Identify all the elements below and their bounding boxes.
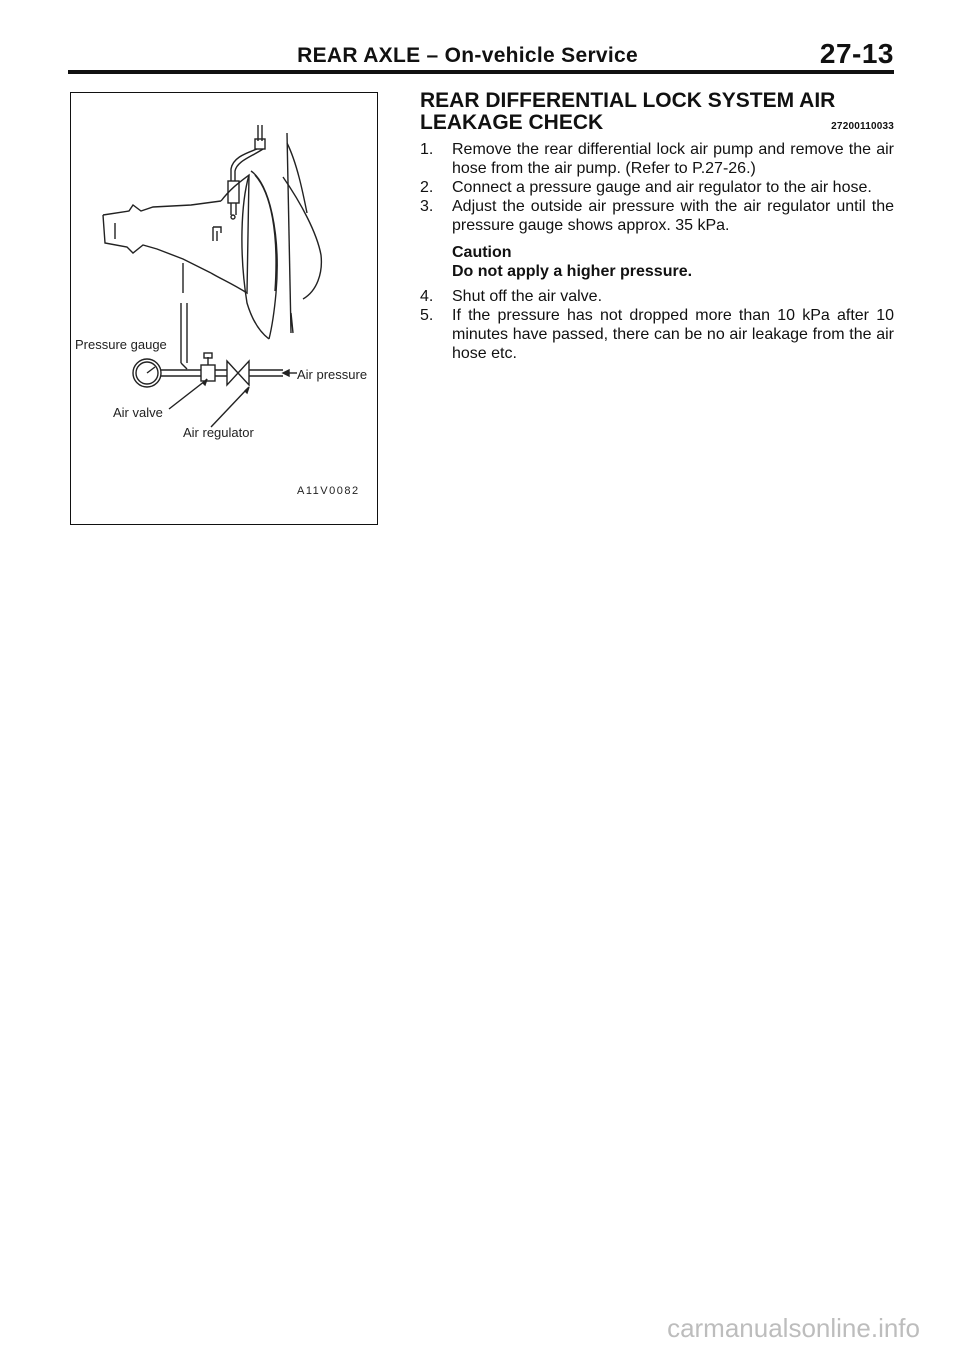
air-leakage-figure: [70, 92, 378, 525]
content-column: [420, 90, 894, 363]
step-number: 3.: [420, 198, 434, 215]
air-regulator-label: Air regulator: [183, 425, 254, 440]
step-text: Shut off the air valve.: [452, 288, 603, 305]
step-text: Remove the rear differential lock air pump and remove the air hose from the air pump. (Refer to P.27-26.): [452, 141, 894, 177]
header-title: REAR AXLE – On-vehicle Service: [297, 44, 638, 67]
caution-title: Caution: [452, 244, 512, 261]
watermark: carmanualsonline.info: [667, 1313, 920, 1343]
step-number: 5.: [420, 307, 434, 324]
page-number: 27-13: [819, 38, 894, 69]
header-rule: [68, 70, 894, 74]
caution-text: Do not apply a higher pressure.: [452, 263, 693, 280]
pressure-gauge-label: Pressure gauge: [75, 337, 167, 352]
air-valve-label: Air valve: [113, 405, 163, 420]
steps-list-continued: [420, 287, 894, 363]
steps-list: [420, 140, 894, 235]
step-3: [420, 197, 894, 235]
page-header: [68, 36, 894, 74]
step-number: 4.: [420, 288, 434, 305]
air-pressure-label: Air pressure: [297, 367, 368, 382]
step-text: Connect a pressure gauge and air regulator to the air hose.: [452, 179, 872, 196]
step-5: [420, 306, 894, 363]
step-text: Adjust the outside air pressure with the air regulator until the pressure gauge shows approx. 35 kPa.: [452, 198, 894, 234]
step-number: 1.: [420, 141, 434, 158]
step-2: [420, 178, 894, 197]
step-text: If the pressure has not dropped more than 10 kPa after 10 minutes have passed, there can be no air leakage from the air hose etc.: [452, 307, 894, 362]
caution-block: [420, 243, 894, 281]
section-title-line2: LEAKAGE CHECK: [420, 111, 604, 134]
step-4: [420, 287, 894, 306]
figure-code: A11V0082: [297, 485, 360, 497]
differential-diagram: [71, 93, 377, 524]
step-number: 2.: [420, 179, 434, 196]
step-1: [420, 140, 894, 178]
section-title-line1: REAR DIFFERENTIAL LOCK SYSTEM AIR: [420, 89, 836, 112]
section-code: 27200110033: [831, 121, 894, 132]
section-title-row: [420, 112, 894, 134]
